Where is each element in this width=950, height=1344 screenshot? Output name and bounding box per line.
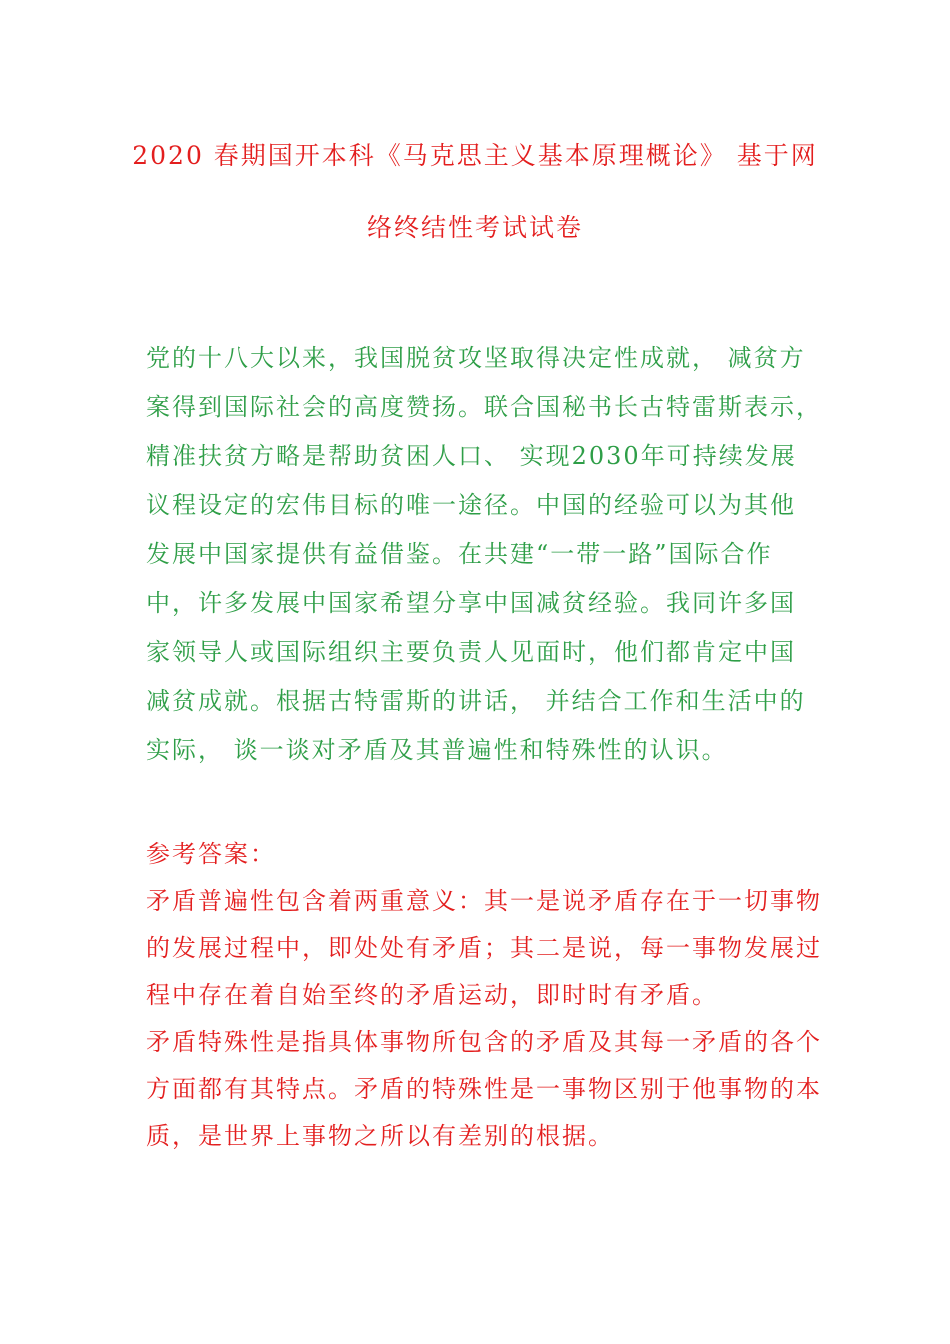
answer-line: 程中存在着自始至终的矛盾运动，即时时有矛盾。 [146, 981, 718, 1009]
answer-line: 矛盾特殊性是指具体事物所包含的矛盾及其每一矛盾的各个 [146, 1028, 822, 1056]
question-line: 家领导人或国际组织主要负责人见面时，他们都肯定中国 [146, 638, 796, 666]
answer-label: 参考答案： [146, 840, 276, 868]
answer-line: 质，是世界上事物之所以有差别的根据。 [146, 1122, 614, 1150]
question-line: 减贫成就。根据古特雷斯的讲话， 并结合工作和生活中的 [146, 687, 806, 715]
question-line: 发展中国家提供有益借鉴。在共建“一带一路”国际合作 [146, 540, 773, 568]
answer-line: 矛盾普遍性包含着两重意义：其一是说矛盾存在于一切事物 [146, 887, 822, 915]
question-line: 精准扶贫方略是帮助贫困人口、 实现2030年可持续发展 [146, 442, 797, 470]
document-title-line-1: 2020 春期国开本科《马克思主义基本原理概论》 基于网 [132, 141, 818, 170]
document-title-line-2: 络终结性考试试卷 [366, 213, 583, 242]
question-line: 议程设定的宏伟目标的唯一途径。中国的经验可以为其他 [146, 491, 796, 519]
answer-line: 方面都有其特点。矛盾的特殊性是一事物区别于他事物的本 [146, 1075, 822, 1103]
question-line: 中，许多发展中国家希望分享中国减贫经验。我同许多国 [146, 589, 796, 617]
question-line: 实际， 谈一谈对矛盾及其普遍性和特殊性的认识。 [146, 736, 728, 764]
question-line: 党的十八大以来，我国脱贫攻坚取得决定性成就， 减贫方 [146, 344, 806, 372]
question-line: 案得到国际社会的高度赞扬。联合国秘书长古特雷斯表示， [146, 393, 822, 421]
answer-text [146, 878, 826, 1160]
question-text [146, 334, 822, 775]
answer-line: 的发展过程中，即处处有矛盾；其二是说，每一事物发展过 [146, 934, 822, 962]
